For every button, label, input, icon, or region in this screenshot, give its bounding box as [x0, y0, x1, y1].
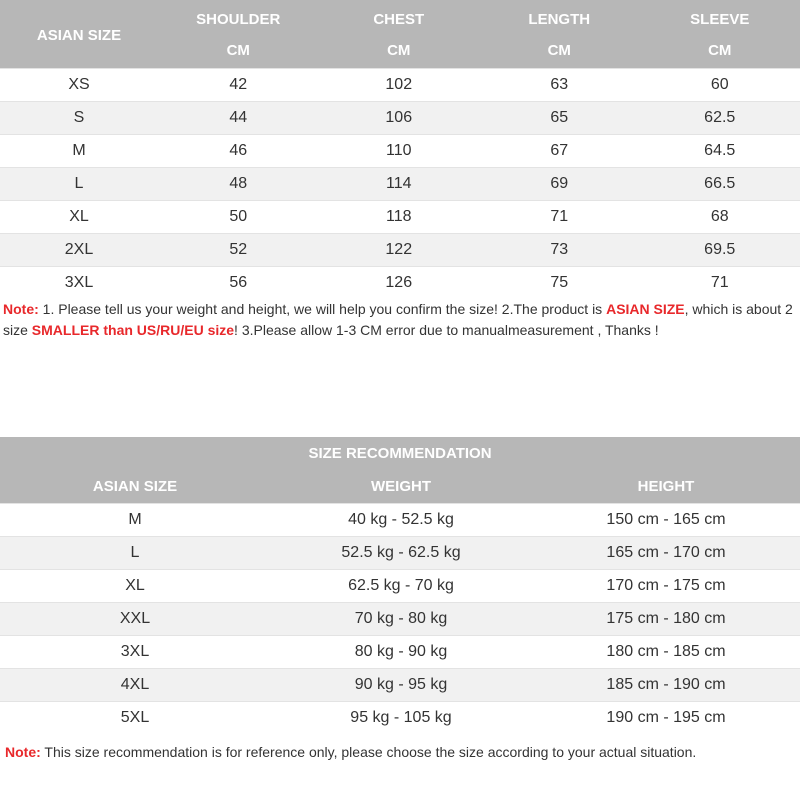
table-row	[0, 68, 800, 101]
note-text: 1. Please tell us your weight and height, we will help you confirm the size! 2.The product is	[38, 301, 607, 317]
length-cell: 65	[479, 101, 640, 134]
header-unit-chest: CM	[319, 34, 480, 68]
size-recommendation-table	[0, 437, 800, 734]
size-cell: L	[0, 536, 270, 569]
header-shoulder: SHOULDER	[158, 0, 319, 34]
height-cell: 150 cm - 165 cm	[532, 503, 800, 536]
height-cell: 185 cm - 190 cm	[532, 668, 800, 701]
table-row	[0, 668, 800, 701]
weight-cell: 70 kg - 80 kg	[270, 602, 532, 635]
header-unit-length: CM	[479, 34, 640, 68]
sleeve-cell: 68	[640, 200, 800, 233]
chest-cell: 126	[319, 266, 480, 299]
shoulder-cell: 46	[158, 134, 319, 167]
height-cell: 175 cm - 180 cm	[532, 602, 800, 635]
header-asian-size: ASIAN SIZE	[0, 470, 270, 503]
table-row	[0, 200, 800, 233]
weight-cell: 52.5 kg - 62.5 kg	[270, 536, 532, 569]
size-cell: 3XL	[0, 266, 158, 299]
table-row	[0, 167, 800, 200]
note-highlight-asian-size: ASIAN SIZE	[606, 301, 685, 317]
size-cell: XL	[0, 569, 270, 602]
table-row	[0, 503, 800, 536]
size-cell: M	[0, 134, 158, 167]
note-text: This size recommendation is for reference only, please choose the size according to your actual situation.	[40, 744, 697, 760]
length-cell: 67	[479, 134, 640, 167]
size-note	[3, 299, 798, 354]
weight-cell: 80 kg - 90 kg	[270, 635, 532, 668]
chest-cell: 102	[319, 68, 480, 101]
sleeve-cell: 62.5	[640, 101, 800, 134]
length-cell: 69	[479, 167, 640, 200]
chest-cell: 114	[319, 167, 480, 200]
sleeve-cell: 64.5	[640, 134, 800, 167]
table-row	[0, 701, 800, 734]
header-unit-sleeve: CM	[640, 34, 800, 68]
header-chest: CHEST	[319, 0, 480, 34]
size-cell: XS	[0, 68, 158, 101]
note-label: Note:	[3, 301, 39, 317]
header-sleeve: SLEEVE	[640, 0, 800, 34]
header-weight: WEIGHT	[270, 470, 532, 503]
size-cell: M	[0, 503, 270, 536]
table-row	[0, 602, 800, 635]
height-cell: 170 cm - 175 cm	[532, 569, 800, 602]
shoulder-cell: 42	[158, 68, 319, 101]
header-unit-shoulder: CM	[158, 34, 319, 68]
sleeve-cell: 60	[640, 68, 800, 101]
chest-cell: 110	[319, 134, 480, 167]
header-asian-size: ASIAN SIZE	[0, 0, 158, 68]
height-cell: 165 cm - 170 cm	[532, 536, 800, 569]
size-cell: XXL	[0, 602, 270, 635]
table-row	[0, 569, 800, 602]
note-highlight-smaller: SMALLER than US/RU/EU size	[31, 322, 235, 338]
size-cell: S	[0, 101, 158, 134]
weight-cell: 62.5 kg - 70 kg	[270, 569, 532, 602]
shoulder-cell: 52	[158, 233, 319, 266]
size-cell: 3XL	[0, 635, 270, 668]
sleeve-cell: 71	[640, 266, 800, 299]
chest-cell: 122	[319, 233, 480, 266]
sleeve-cell: 69.5	[640, 233, 800, 266]
header-length: LENGTH	[479, 0, 640, 34]
size-cell: XL	[0, 200, 158, 233]
table-row	[0, 101, 800, 134]
header-height: HEIGHT	[532, 470, 800, 503]
size-cell: 2XL	[0, 233, 158, 266]
size-chart-table	[0, 0, 800, 299]
shoulder-cell: 50	[158, 200, 319, 233]
table-row	[0, 233, 800, 266]
weight-cell: 90 kg - 95 kg	[270, 668, 532, 701]
chest-cell: 106	[319, 101, 480, 134]
shoulder-cell: 44	[158, 101, 319, 134]
note-text: ! 3.Please allow 1-3 CM error due to manualmeasurement , Thanks !	[234, 322, 659, 338]
length-cell: 73	[479, 233, 640, 266]
size-cell: L	[0, 167, 158, 200]
chest-cell: 118	[319, 200, 480, 233]
weight-cell: 95 kg - 105 kg	[270, 701, 532, 734]
recommendation-title: SIZE RECOMMENDATION	[0, 437, 800, 470]
table-row	[0, 266, 800, 299]
table-row	[0, 635, 800, 668]
height-cell: 190 cm - 195 cm	[532, 701, 800, 734]
length-cell: 75	[479, 266, 640, 299]
size-cell: 5XL	[0, 701, 270, 734]
height-cell: 180 cm - 185 cm	[532, 635, 800, 668]
recommendation-note	[5, 742, 795, 763]
size-cell: 4XL	[0, 668, 270, 701]
note-label: Note:	[5, 744, 41, 760]
table-row	[0, 536, 800, 569]
note-text: , which is about 2 size	[3, 301, 793, 338]
shoulder-cell: 48	[158, 167, 319, 200]
shoulder-cell: 56	[158, 266, 319, 299]
length-cell: 71	[479, 200, 640, 233]
table-row	[0, 134, 800, 167]
weight-cell: 40 kg - 52.5 kg	[270, 503, 532, 536]
sleeve-cell: 66.5	[640, 167, 800, 200]
length-cell: 63	[479, 68, 640, 101]
